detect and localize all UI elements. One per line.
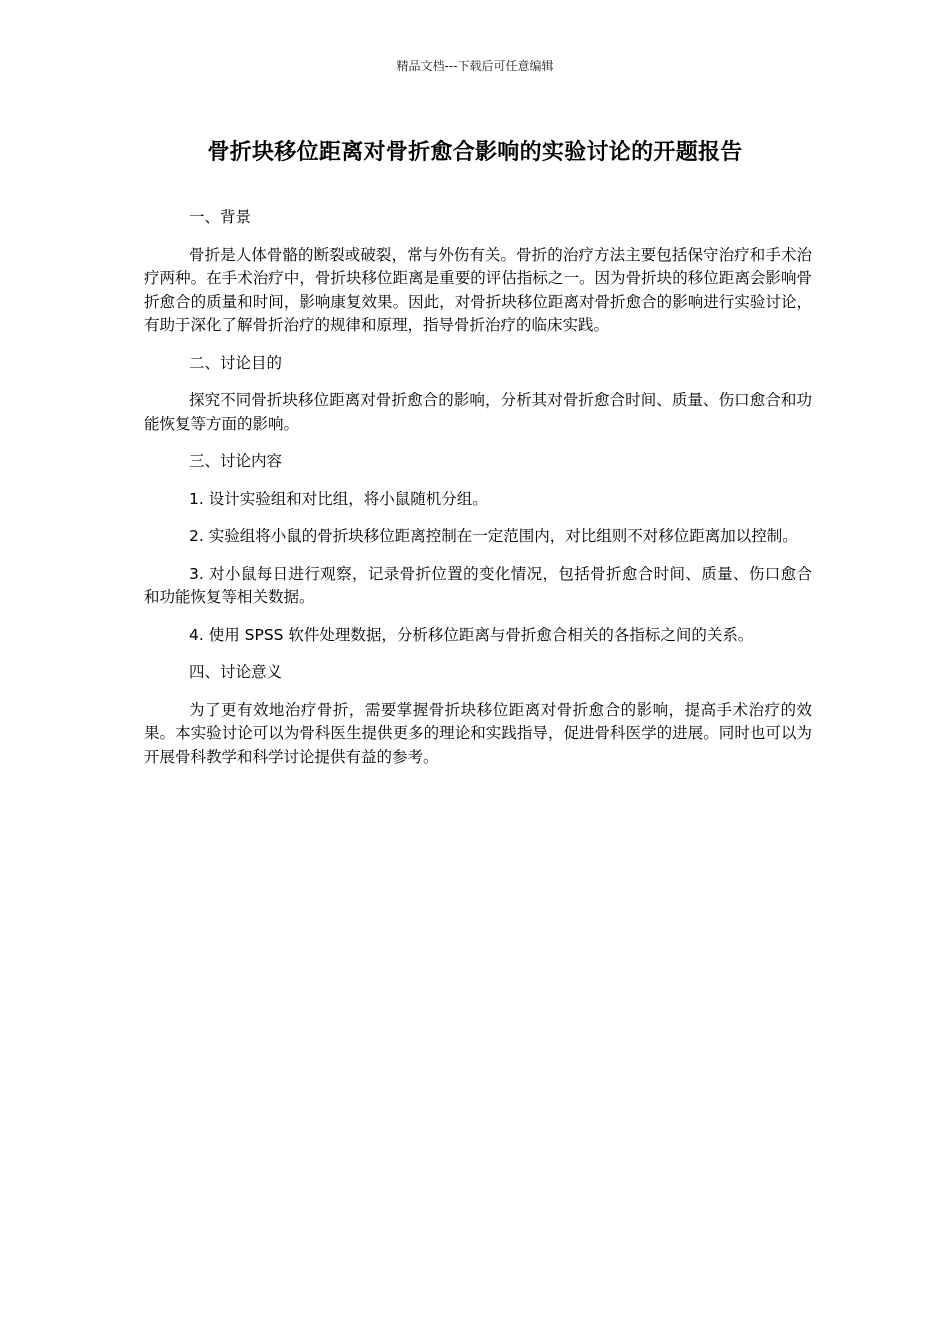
document-title: 骨折块移位距离对骨折愈合影响的实验讨论的开题报告 [207,140,743,165]
header-note: 精品文档---下载后可任意编辑 [396,59,554,73]
content-item-4: 4. 使用 SPSS 软件处理数据，分析移位距离与骨折愈合相关的各指标之间的关系。 [189,625,754,644]
document-body [144,206,812,783]
paragraph-background: 骨折是人体骨骼的断裂或破裂，常与外伤有关。骨折的治疗方法主要包括保守治疗和手术治疗两种。在手术治疗中，骨折块移位距离是重要的评估指标之一。因为骨折块的移位距离会影响骨折愈合的质量和时间，影响康复效果。因此，对骨折块移位距离对骨折愈合的影响进行实验讨论，有助于深化了解骨折治疗的规律和原理，指导骨折治疗的临床实践。 [144,245,812,334]
section-heading-purpose: 二、讨论目的 [189,353,283,372]
section-heading-significance: 四、讨论意义 [189,663,283,681]
content-item-1: 1. 设计实验组和对比组，将小鼠随机分组。 [189,489,488,508]
paragraph-purpose: 探究不同骨折块移位距离对骨折愈合的影响，分析其对骨折愈合时间、质量、伤口愈合和功能恢复等方面的影响。 [144,391,812,433]
section-heading-content: 三、讨论内容 [189,452,283,470]
section-heading-background: 一、背景 [189,208,252,226]
paragraph-significance: 为了更有效地治疗骨折，需要掌握骨折块移位距离对骨折愈合的影响，提高手术治疗的效果。本实验讨论可以为骨科医生提供更多的理论和实践指导，促进骨科医学的进展。同时也可以为开展骨科教学和科学讨论提供有益的参考。 [144,700,812,766]
content-item-2: 2. 实验组将小鼠的骨折块移位距离控制在一定范围内，对比组则不对移位距离加以控制。 [189,527,798,545]
content-item-3: 3. 对小鼠每日进行观察，记录骨折位置的变化情况，包括骨折愈合时间、质量、伤口愈合和功能恢复等相关数据。 [144,564,812,606]
